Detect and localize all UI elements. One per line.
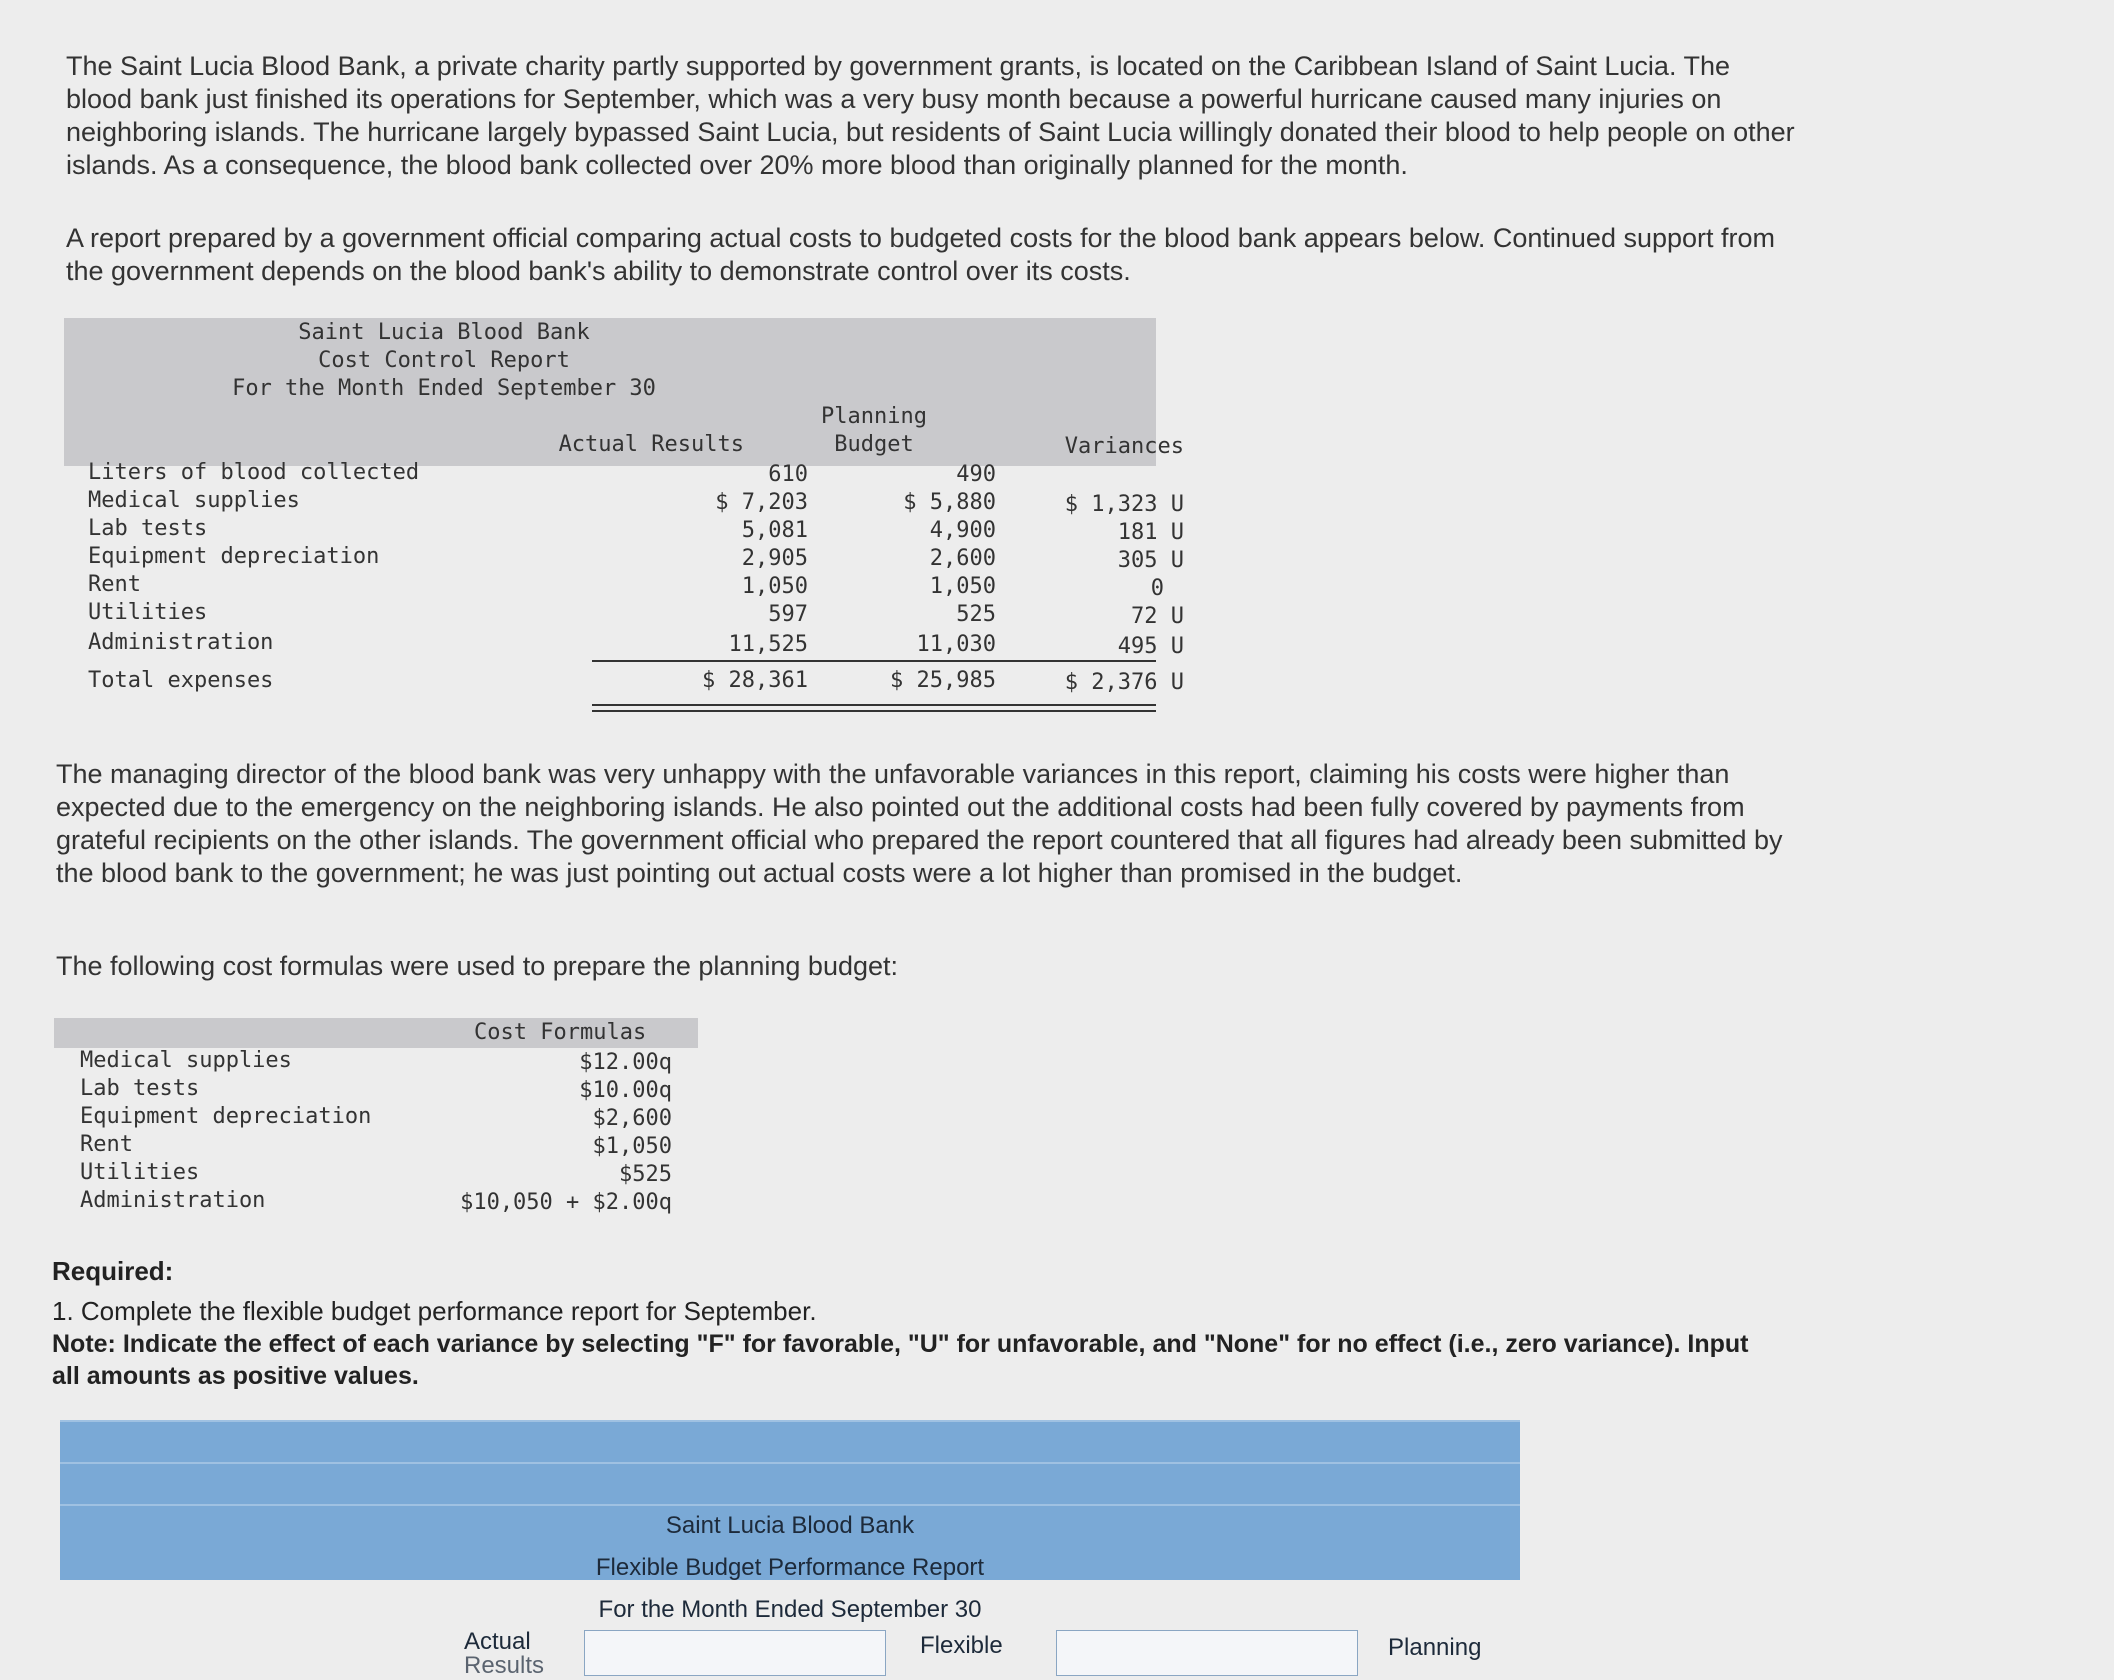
formula-value: $525 bbox=[619, 1162, 672, 1187]
required-item: 1. Complete the flexible budget performance report for September. bbox=[52, 1296, 817, 1326]
planning-total: $ 25,985 bbox=[890, 668, 996, 693]
director-paragraph bbox=[56, 758, 1786, 890]
row-label: Total expenses bbox=[88, 668, 274, 693]
formula-value: $1,050 bbox=[592, 1134, 672, 1159]
formula-label: Administration bbox=[80, 1188, 266, 1213]
flex-col-flexible: Flexible bbox=[920, 1632, 1003, 1659]
flexible-budget-report bbox=[60, 1420, 1520, 1679]
report-period: For the Month Ended September 30 bbox=[232, 376, 656, 401]
flex-band-1 bbox=[60, 1420, 1520, 1462]
row-label: Equipment depreciation bbox=[88, 544, 380, 569]
planning-value: 1,050 bbox=[929, 574, 996, 599]
planning-value: 11,030 bbox=[916, 632, 996, 657]
formula-value: $2,600 bbox=[592, 1106, 672, 1131]
row-label: Liters of blood collected bbox=[88, 460, 420, 485]
col-actual-results: Actual Results bbox=[558, 432, 744, 457]
formula-value: $12.00q bbox=[579, 1050, 672, 1075]
flex-period: For the Month Ended September 30 bbox=[598, 1596, 982, 1623]
required-note: Note: Indicate the effect of each variance by selecting "F" for favorable, "U" for unfavorable, and "None" for no effect (i.e., zero variance). Input all amounts as positive values. bbox=[52, 1330, 1749, 1390]
row-label: Lab tests bbox=[88, 516, 208, 541]
planning-value: 4,900 bbox=[929, 518, 996, 543]
variance-value: 72 U bbox=[1131, 604, 1184, 629]
formula-value: $10,050 + $2.00q bbox=[460, 1190, 672, 1215]
report-title: Saint Lucia Blood Bank bbox=[298, 320, 590, 345]
director-text: The managing director of the blood bank was very unhappy with the unfavorable variances in this report, claiming his costs were higher than expected due to the emergency on the neighboring islands. He also pointed out the additional costs had been fully covered by payments from grateful recipients on the other islands. The government official who prepared the report countered that all figures had already been submitted by the blood bank to the government; he was just pointing out actual costs were a lot higher than promised in the budget. bbox=[56, 759, 1783, 888]
variance-value: 181 U bbox=[1117, 520, 1184, 545]
flex-col-actual-results: Results bbox=[464, 1652, 545, 1679]
formulas-intro-paragraph bbox=[56, 950, 1456, 983]
flex-subtitle: Flexible Budget Performance Report bbox=[595, 1554, 985, 1581]
row-label: Utilities bbox=[88, 600, 208, 625]
intro-text: The Saint Lucia Blood Bank, a private charity partly supported by government grants, is located on the Caribbean Island of Saint Lucia. The blood bank just finished its operations for September, which was a very busy month because a powerful hurricane caused many injuries on neighboring islands. The hurricane largely bypassed Saint Lucia, but residents of Saint Lucia willingly donated their blood to help people on other islands. As a consequence, the blood bank collected over 20% more blood than originally planned for the month. bbox=[66, 51, 1795, 180]
planning-value: 2,600 bbox=[929, 546, 996, 571]
flex-col-actual: Actual bbox=[464, 1628, 531, 1655]
variance-total: $ 2,376 U bbox=[1064, 670, 1184, 695]
actual-value: 1,050 bbox=[741, 574, 808, 599]
planning-value: 525 bbox=[956, 602, 996, 627]
formulas-header: Cost Formulas bbox=[474, 1020, 647, 1045]
report-intro-text: A report prepared by a government official comparing actual costs to budgeted costs for the blood bank appears below. Continued support from the government depends on the blood bank's ability to demonstrate control over its costs. bbox=[66, 223, 1776, 286]
report-subtitle: Cost Control Report bbox=[318, 348, 570, 373]
variance-value: 305 U bbox=[1117, 548, 1184, 573]
col-planning: Planning bbox=[821, 404, 927, 429]
flex-column-input-1[interactable] bbox=[584, 1630, 886, 1676]
variance-value: 0 bbox=[1150, 576, 1164, 601]
row-label: Medical supplies bbox=[88, 488, 300, 513]
cost-control-report bbox=[64, 318, 1184, 720]
row-label: Rent bbox=[88, 572, 141, 597]
flex-band-2 bbox=[60, 1462, 1520, 1504]
formula-label: Lab tests bbox=[80, 1076, 200, 1101]
intro-paragraph bbox=[66, 50, 1796, 182]
total-rule-1 bbox=[592, 704, 1156, 706]
actual-value: 610 bbox=[768, 462, 808, 487]
required-heading: Required: bbox=[52, 1256, 174, 1286]
actual-value: $ 7,203 bbox=[715, 490, 808, 515]
flex-col-planning: Planning bbox=[1388, 1634, 1482, 1661]
actual-total: $ 28,361 bbox=[702, 668, 808, 693]
flex-band-3 bbox=[60, 1504, 1520, 1679]
cost-formulas-table bbox=[54, 1018, 698, 1228]
formula-label: Rent bbox=[80, 1132, 133, 1157]
formula-label: Equipment depreciation bbox=[80, 1104, 372, 1129]
flex-column-input-2[interactable] bbox=[1056, 1630, 1358, 1676]
variance-value: 495 U bbox=[1117, 634, 1184, 659]
formulas-intro-text: The following cost formulas were used to prepare the planning budget: bbox=[56, 951, 899, 981]
formula-label: Utilities bbox=[80, 1160, 200, 1185]
subtotal-rule bbox=[592, 660, 1156, 662]
flex-title: Saint Lucia Blood Bank bbox=[665, 1512, 915, 1539]
formula-label: Medical supplies bbox=[80, 1048, 292, 1073]
actual-value: 5,081 bbox=[741, 518, 808, 543]
report-intro-paragraph bbox=[66, 222, 1796, 288]
row-label: Administration bbox=[88, 630, 274, 655]
planning-value: 490 bbox=[956, 462, 996, 487]
actual-value: 2,905 bbox=[741, 546, 808, 571]
formula-value: $10.00q bbox=[579, 1078, 672, 1103]
total-rule-2 bbox=[592, 710, 1156, 712]
planning-value: $ 5,880 bbox=[903, 490, 996, 515]
variance-value: $ 1,323 U bbox=[1064, 492, 1184, 517]
actual-value: 597 bbox=[768, 602, 808, 627]
col-budget: Budget bbox=[834, 432, 914, 457]
col-variances: Variances bbox=[1064, 434, 1184, 459]
actual-value: 11,525 bbox=[728, 632, 808, 657]
